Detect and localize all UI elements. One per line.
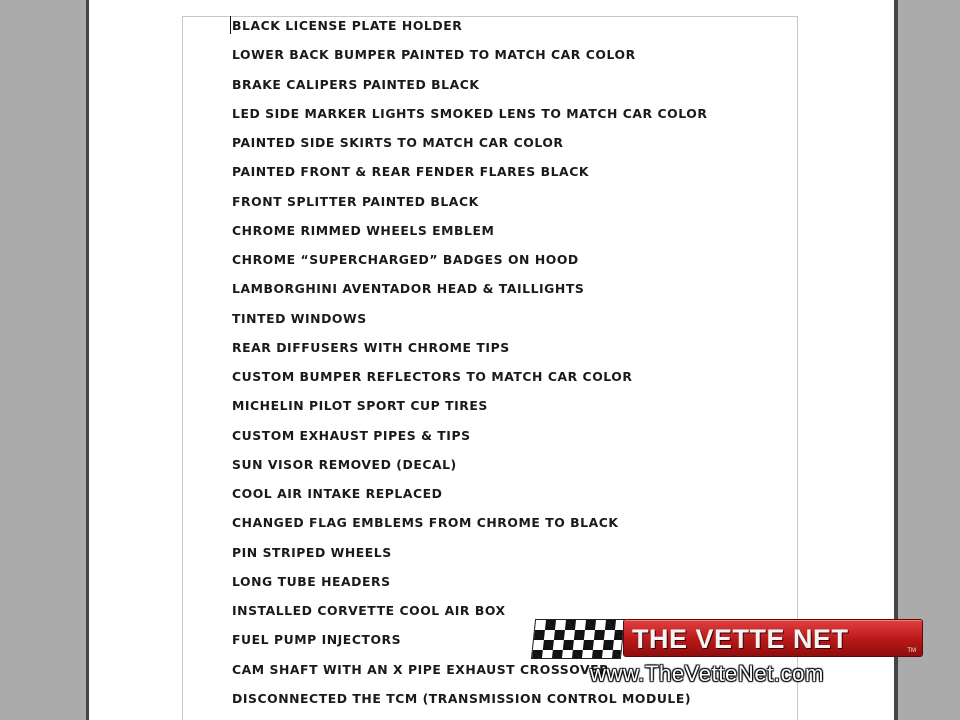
list-item: BLACK LICENSE PLATE HOLDER [232, 18, 463, 33]
text-cursor [230, 16, 231, 34]
list-item: CHROME RIMMED WHEELS EMBLEM [232, 222, 495, 238]
modification-list [232, 17, 707, 719]
list-item: PAINTED FRONT & REAR FENDER FLARES BLACK [232, 164, 589, 180]
list-item: REAR DIFFUSERS WITH CHROME TIPS [232, 339, 510, 355]
list-item: LONG TUBE HEADERS [232, 573, 391, 589]
list-item: PAINTED SIDE SKIRTS TO MATCH CAR COLOR [232, 135, 564, 150]
watermark-url: www.TheVetteNet.com [590, 661, 824, 686]
watermark-logo [533, 619, 925, 659]
list-item: FRONT SPLITTER PAINTED BLACK [232, 193, 479, 209]
list-item: CHANGED FLAG EMBLEMS FROM CHROME TO BLACK [232, 515, 619, 531]
list-item: FUEL PUMP INJECTORS [232, 632, 402, 648]
list-item: LED SIDE MARKER LIGHTS SMOKED LENS TO MATCH CAR COLOR [232, 105, 708, 121]
trademark-mark: TM [907, 648, 916, 654]
list-item: MICHELIN PILOT SPORT CUP TIRES [232, 398, 488, 414]
page-shadow-right [894, 0, 898, 720]
list-item: TINTED WINDOWS [232, 310, 367, 326]
list-item: LOWER BACK BUMPER PAINTED TO MATCH CAR COLOR [232, 47, 636, 63]
logo-text: THE VETTE NET [632, 624, 849, 654]
list-item: INSTALLED CORVETTE COOL AIR BOX [232, 603, 506, 618]
list-item: CHROME “SUPERCHARGED” BADGES ON HOOD [232, 252, 579, 267]
list-item: CAM SHAFT WITH AN X PIPE EXHAUST CROSSOVER [232, 661, 610, 677]
list-item: SUN VISOR REMOVED (DECAL) [232, 456, 457, 472]
list-item: CUSTOM BUMPER REFLECTORS TO MATCH CAR COLOR [232, 369, 633, 384]
list-item: LAMBORGHINI AVENTADOR HEAD & TAILLIGHTS [232, 281, 585, 297]
logo-banner [623, 619, 923, 657]
list-item: COOL AIR INTAKE REPLACED [232, 486, 443, 501]
list-item: CUSTOM EXHAUST PIPES & TIPS [232, 427, 471, 443]
list-item: DISCONNECTED THE TCM (TRANSMISSION CONTROL MODULE) [232, 690, 692, 706]
list-item: PIN STRIPED WHEELS [232, 544, 392, 560]
list-item: BRAKE CALIPERS PAINTED BLACK [232, 76, 480, 92]
checkered-flag-icon [531, 619, 625, 659]
